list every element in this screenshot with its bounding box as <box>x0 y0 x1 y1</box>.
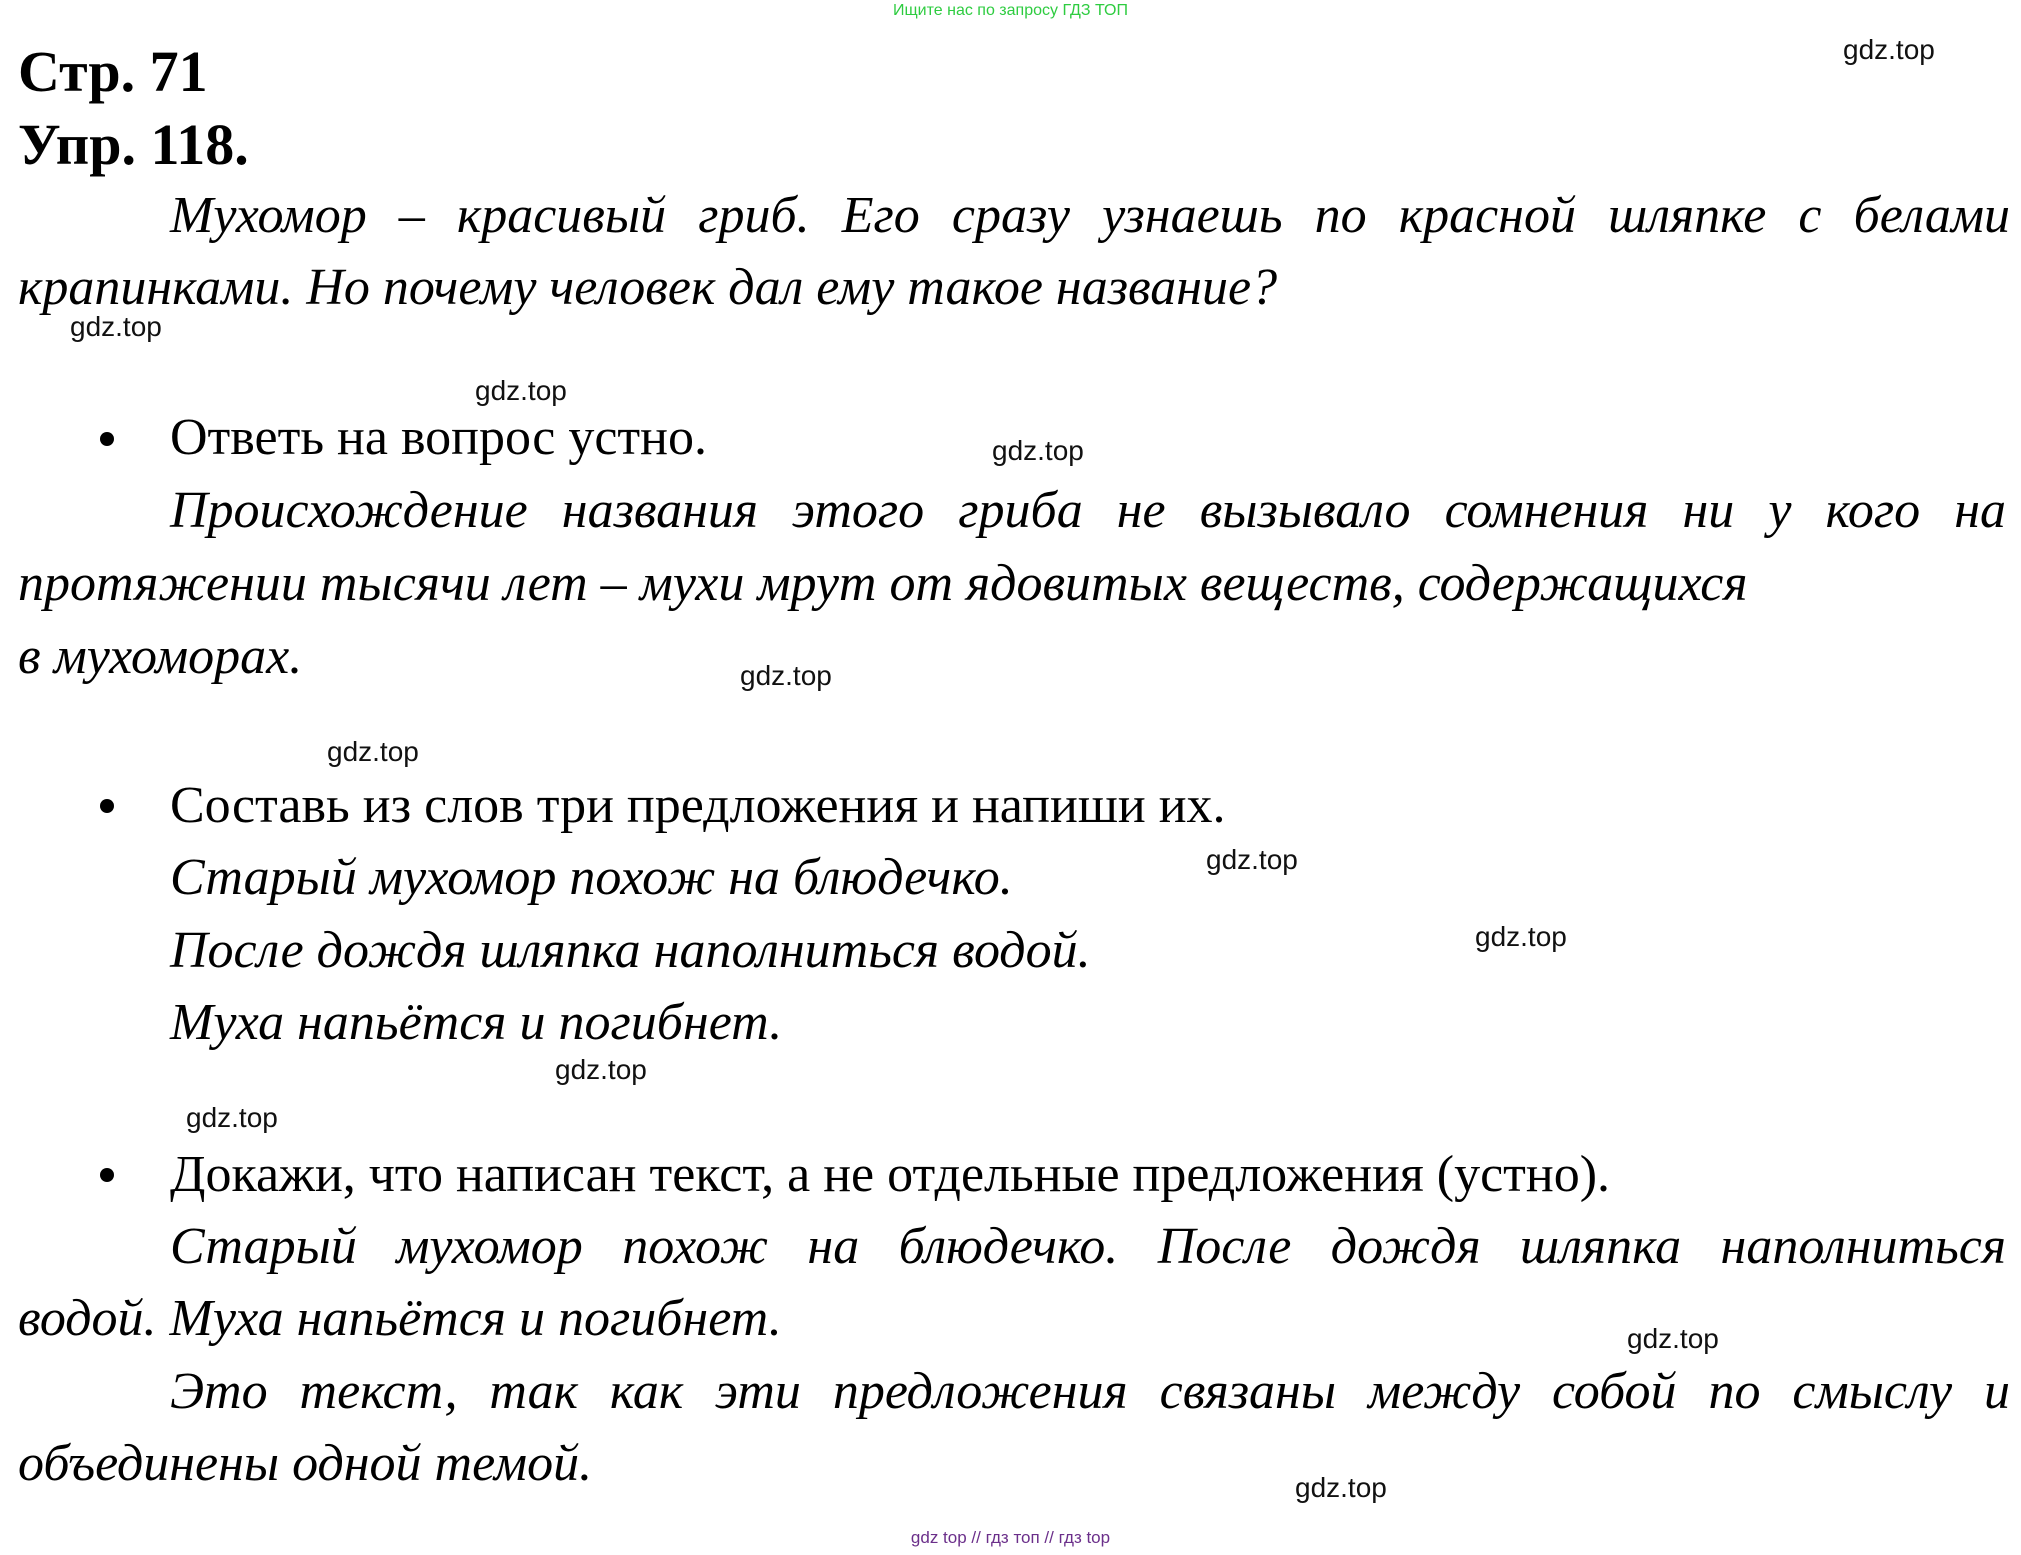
watermark: gdz.top <box>1206 844 1298 875</box>
bullet-icon <box>100 432 114 446</box>
task2-prompt: Составь из слов три предложения и напиши их. <box>170 777 1226 834</box>
page-number: Стр. 71 <box>18 39 208 104</box>
task3-answer-line-2: водой. Муха напьётся и погибнет. <box>18 1290 782 1347</box>
task2-answer-line-3: Муха напьётся и погибнет. <box>170 994 783 1051</box>
watermark: gdz.top <box>186 1102 278 1133</box>
task1-answer-line-1: Происхождение названия этого гриба не вызывало сомнения ни у кого на <box>170 482 2006 539</box>
watermark: gdz.top <box>1627 1323 1719 1354</box>
top-banner: Ищите нас по запросу ГДЗ ТОП <box>893 2 1128 19</box>
watermark: gdz.top <box>992 435 1084 466</box>
intro-line-2: крапинками. Но почему человек дал ему такое название? <box>18 259 1278 316</box>
watermark: gdz.top <box>327 736 419 767</box>
task2-answer-line-2: После дождя шляпка наполниться водой. <box>170 922 1091 979</box>
task2-answer-line-1: Старый мухомор похож на блюдечко. <box>170 849 1013 906</box>
task3-answer-line-4: объединены одной темой. <box>18 1435 593 1492</box>
watermark: gdz.top <box>555 1054 647 1085</box>
watermark: gdz.top <box>1295 1472 1387 1503</box>
task1-answer-line-3: в мухоморах. <box>18 628 303 685</box>
footer-watermark: gdz top // гдз топ // гдз top <box>910 1528 1111 1547</box>
task3-answer-line-1: Старый мухомор похож на блюдечко. После дождя шляпка наполниться <box>170 1218 2006 1275</box>
task3-prompt: Докажи, что написан текст, а не отдельные предложения (устно). <box>170 1146 1611 1203</box>
exercise-number: Упр. 118. <box>18 112 249 177</box>
bullet-icon <box>100 799 114 813</box>
task1-prompt: Ответь на вопрос устно. <box>170 409 707 466</box>
watermark: gdz.top <box>740 660 832 691</box>
watermark: gdz.top <box>1843 34 1935 65</box>
intro-line-1: Мухомор – красивый гриб. Его сразу узнаешь по красной шляпке с белами <box>170 187 2010 244</box>
watermark: gdz.top <box>70 311 162 342</box>
watermark: gdz.top <box>1475 921 1567 952</box>
watermark: gdz.top <box>475 375 567 406</box>
task1-answer-line-2: протяжении тысячи лет – мухи мрут от ядовитых веществ, содержащихся <box>18 555 1748 612</box>
bullet-icon <box>100 1168 114 1182</box>
task3-answer-line-3: Это текст, так как эти предложения связаны между собой по смыслу и <box>170 1363 2010 1420</box>
